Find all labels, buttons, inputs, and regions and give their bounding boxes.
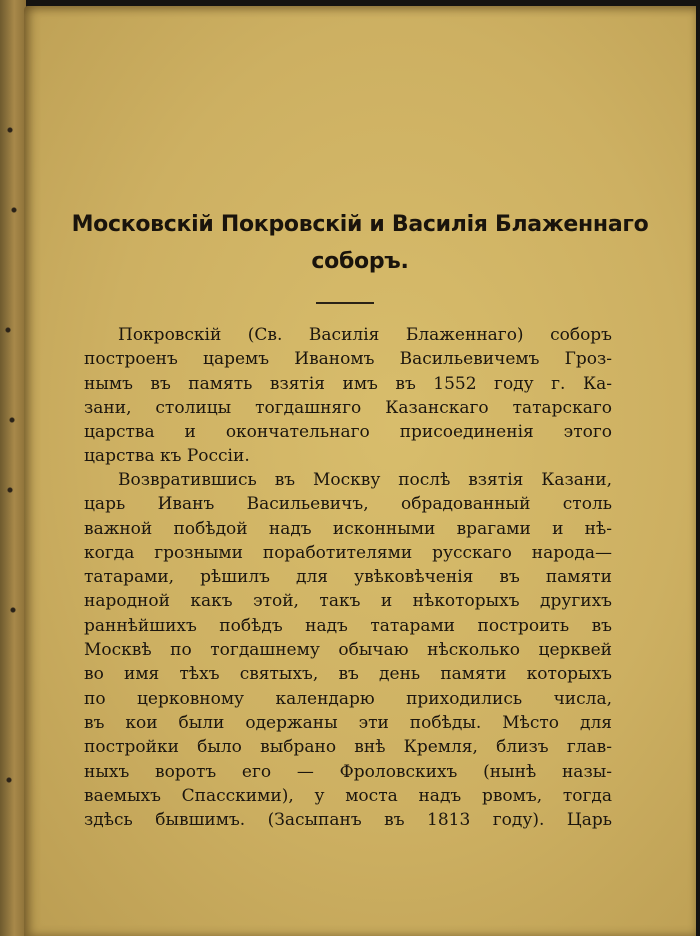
text-line: Возвратившись въ Москву послѣ взятія Казани, xyxy=(118,470,612,490)
facing-page-marks xyxy=(2,90,20,850)
text-line: Москвѣ по тогдашнему обычаю нѣсколько церквей xyxy=(84,640,612,661)
text-line: во имя тѣхъ святыхъ, въ день памяти которыхъ xyxy=(84,664,612,685)
title-divider xyxy=(316,302,374,304)
text-line: по церковному календарю приходились числа, xyxy=(84,688,612,709)
book-page xyxy=(24,6,696,936)
text-line: важной побѣдой надъ исконными врагами и нѣ- xyxy=(84,518,612,539)
text-line: нымъ въ память взятія имъ въ 1552 году г. Ка- xyxy=(84,373,612,394)
text-line: построенъ царемъ Иваномъ Васильевичемъ Гроз- xyxy=(84,349,612,370)
text-line: татарами, рѣшилъ для увѣковѣченія въ памяти xyxy=(84,567,612,588)
paragraph-1 xyxy=(84,323,612,469)
text-line: царь Иванъ Васильевичъ, обрадованный столь xyxy=(84,494,612,515)
text-line: зани, столицы тогдашняго Казанскаго татарскаго xyxy=(84,397,612,418)
page-title xyxy=(60,206,660,280)
facing-page-edge xyxy=(0,0,26,936)
title-line-2: соборъ. xyxy=(311,249,409,274)
text-line: раннѣйшихъ побѣдъ надъ татарами построить въ xyxy=(84,615,612,636)
title-line-1: Московскій Покровскій и Василія Блаженнаго xyxy=(71,212,649,237)
text-line: постройки было выбрано внѣ Кремля, близъ глав- xyxy=(84,737,612,758)
text-line: ныхъ воротъ его — Фроловскихъ (нынѣ назы- xyxy=(84,761,612,782)
text-line: когда грозными поработителями русскаго народа— xyxy=(84,542,612,563)
text-line: Покровскій (Св. Василія Блаженнаго) соборъ xyxy=(118,325,612,345)
text-line: царства и окончательнаго присоединенія этого xyxy=(84,422,612,443)
text-line: въ кои были одержаны эти побѣды. Мѣсто для xyxy=(84,712,612,733)
text-line: ваемыхъ Спасскими), у моста надъ рвомъ, тогда xyxy=(84,785,612,806)
text-line: здѣсь бывшимъ. (Засыпанъ въ 1813 году). Царь xyxy=(84,810,612,831)
text-line: народной какъ этой, такъ и нѣкоторыхъ другихъ xyxy=(84,591,612,612)
paragraph-2 xyxy=(84,468,612,832)
text-line: царства къ Россіи. xyxy=(84,446,250,467)
